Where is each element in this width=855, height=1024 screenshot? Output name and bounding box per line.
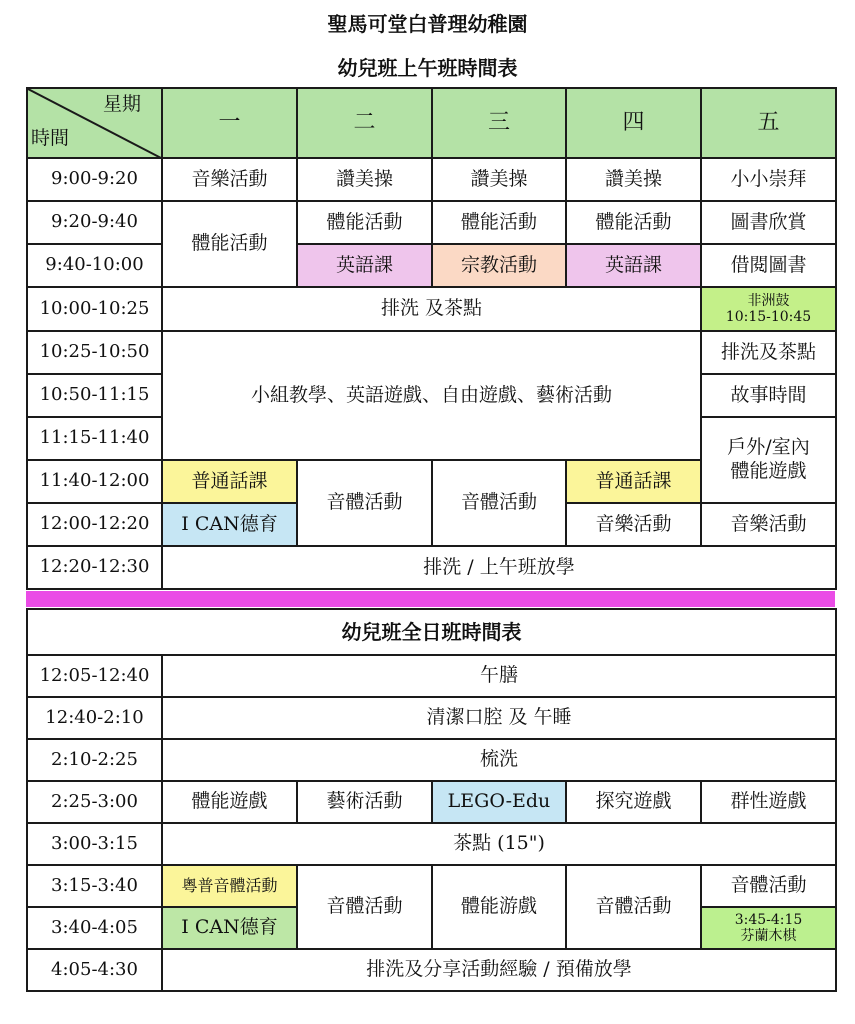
activity-cell: 體能活動 — [432, 201, 566, 244]
table-row — [27, 331, 836, 374]
activity-cell: 群性遊戲 — [701, 781, 836, 823]
weekday-label: 星期 — [102, 93, 141, 115]
activity-cell: 午膳 — [162, 655, 836, 697]
activity-cell — [701, 287, 836, 331]
am-timetable — [26, 87, 837, 590]
day-monday: 一 — [162, 88, 297, 158]
activity-cell: I CAN德育 — [162, 503, 297, 546]
full-day-title: 幼兒班全日班時間表 — [27, 609, 836, 655]
activity-cell: 藝術活動 — [297, 781, 432, 823]
table-row — [27, 697, 836, 739]
table-row — [27, 287, 836, 331]
activity-cell: 小組教學、英語遊戲、自由遊戲、藝術活動 — [162, 331, 701, 460]
time-cell: 2:25-3:00 — [27, 781, 162, 823]
activity-cell: 排洗 及茶點 — [162, 287, 701, 331]
section-divider — [26, 591, 835, 607]
activity-cell: 戶外/室內 體能遊戲 — [701, 417, 836, 503]
activity-cell: 讚美操 — [297, 158, 432, 201]
activity-cell: 宗教活動 — [432, 244, 566, 287]
time-cell: 9:20-9:40 — [27, 201, 162, 244]
activity-cell: 音樂活動 — [162, 158, 297, 201]
activity-cell: 音體活動 — [297, 460, 432, 546]
time-cell: 9:00-9:20 — [27, 158, 162, 201]
activity-cell: 故事時間 — [701, 374, 836, 417]
table-row — [27, 823, 836, 865]
table-row — [27, 546, 836, 589]
activity-cell: 讚美操 — [566, 158, 701, 201]
activity-cell: 英語課 — [297, 244, 432, 287]
time-cell: 12:20-12:30 — [27, 546, 162, 589]
activity-cell: 排洗及茶點 — [701, 331, 836, 374]
activity-cell: 體能活動 — [566, 201, 701, 244]
activity-cell: 小小崇拜 — [701, 158, 836, 201]
activity-time: 3:45-4:15 — [734, 911, 803, 928]
activity-cell: 音體活動 — [297, 865, 432, 949]
am-schedule-title: 幼兒班上午班時間表 — [337, 56, 518, 80]
time-cell: 10:00-10:25 — [27, 287, 162, 331]
time-cell: 10:25-10:50 — [27, 331, 162, 374]
time-cell: 12:05-12:40 — [27, 655, 162, 697]
table-row — [27, 158, 836, 201]
activity-time: 10:15-10:45 — [725, 309, 812, 325]
table-row — [27, 739, 836, 781]
activity-cell: 茶點 (15") — [162, 823, 836, 865]
activity-cell: LEGO-Edu — [432, 781, 566, 823]
time-cell: 12:40-2:10 — [27, 697, 162, 739]
time-cell: 11:40-12:00 — [27, 460, 162, 503]
activity-cell: 體能活動 — [162, 201, 297, 287]
activity-cell: 探究遊戲 — [566, 781, 701, 823]
day-thursday: 四 — [566, 88, 701, 158]
activity-cell: 讚美操 — [432, 158, 566, 201]
activity-cell: 音樂活動 — [701, 503, 836, 546]
activity-cell: 清潔口腔 及 午睡 — [162, 697, 836, 739]
activity-cell: 排洗及分享活動經驗 / 預備放學 — [162, 949, 836, 991]
activity-name: 芬蘭木棋 — [740, 928, 797, 944]
activity-cell: 音體活動 — [701, 865, 836, 907]
activity-cell: 音體活動 — [432, 460, 566, 546]
time-cell: 12:00-12:20 — [27, 503, 162, 546]
activity-cell: I CAN德育 — [162, 907, 297, 949]
activity-cell: 粵普音體活動 — [162, 865, 297, 907]
time-cell: 2:10-2:25 — [27, 739, 162, 781]
day-friday: 五 — [701, 88, 836, 158]
time-cell: 9:40-10:00 — [27, 244, 162, 287]
table-row — [27, 244, 836, 287]
activity-cell: 普通話課 — [162, 460, 297, 503]
activity-cell: 體能遊戲 — [162, 781, 297, 823]
time-cell: 10:50-11:15 — [27, 374, 162, 417]
day-tuesday: 二 — [297, 88, 432, 158]
time-label: 時間 — [31, 127, 70, 150]
table-row — [27, 949, 836, 991]
time-cell: 11:15-11:40 — [27, 417, 162, 460]
activity-cell: 梳洗 — [162, 739, 836, 781]
time-cell: 4:05-4:30 — [27, 949, 162, 991]
table-row — [27, 865, 836, 907]
activity-cell: 圖書欣賞 — [701, 201, 836, 244]
activity-cell: 英語課 — [566, 244, 701, 287]
activity-cell: 體能游戲 — [432, 865, 566, 949]
time-cell: 3:00-3:15 — [27, 823, 162, 865]
table-row — [27, 655, 836, 697]
header-row — [27, 88, 836, 158]
activity-cell: 體能活動 — [297, 201, 432, 244]
activity-cell: 音樂活動 — [566, 503, 701, 546]
activity-cell: 借閱圖書 — [701, 244, 836, 287]
activity-cell: 音體活動 — [566, 865, 701, 949]
table-row — [27, 201, 836, 244]
header-row — [27, 609, 836, 655]
school-name: 聖馬可堂白普理幼稚園 — [327, 12, 528, 36]
time-cell: 3:40-4:05 — [27, 907, 162, 949]
time-cell: 3:15-3:40 — [27, 865, 162, 907]
activity-name: 非洲鼓 — [747, 292, 790, 309]
activity-cell: 普通話課 — [566, 460, 701, 503]
full-day-timetable — [26, 608, 837, 992]
corner-cell — [27, 88, 162, 158]
day-wednesday: 三 — [432, 88, 566, 158]
table-row — [27, 781, 836, 823]
activity-cell: 排洗 / 上午班放學 — [162, 546, 836, 589]
activity-cell — [701, 907, 836, 949]
